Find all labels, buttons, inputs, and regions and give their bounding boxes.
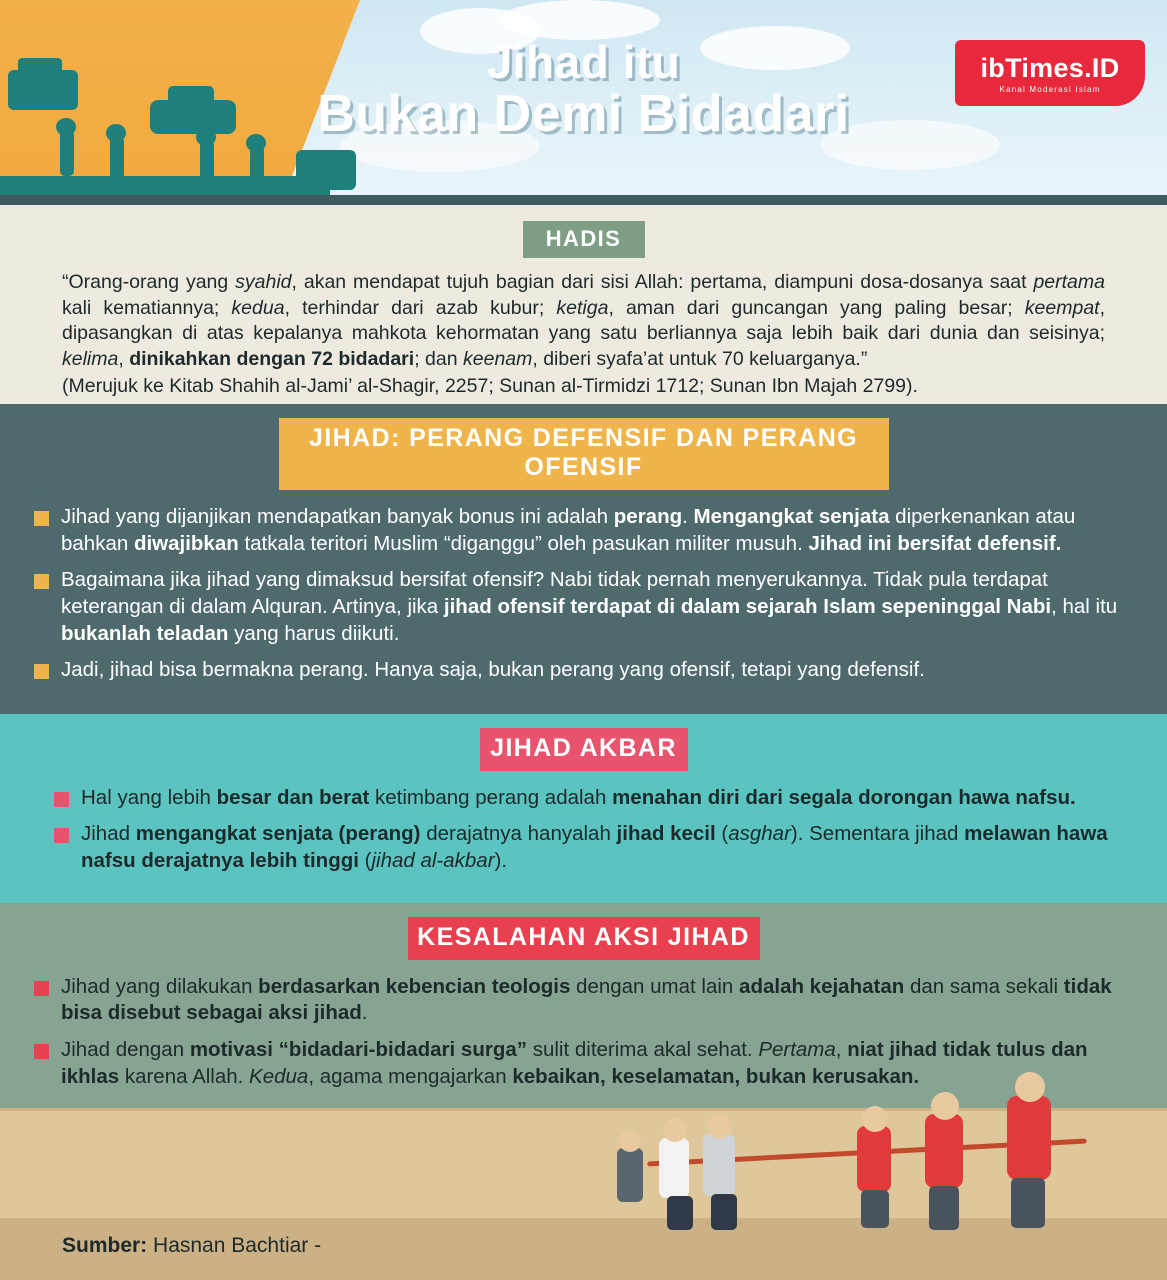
vehicle-silhouette <box>296 150 356 190</box>
section2-bullet-list <box>54 785 1113 875</box>
person-silhouette <box>659 1138 689 1198</box>
hadis-source: (Merujuk ke Kitab Shahih al-Jami’ al-Shagir, 2257; Sunan al-Tirmidzi 1712; Sunan Ibn Majah 2799). <box>62 374 918 397</box>
list-item-text: Jihad dengan motivasi “bidadari-bidadari surga” sulit diterima akal sehat. Pertama, niat jihad tidak tulus dan ikhlas karena Allah. Kedua, agama mengajarkan kebaikan, keselamatan, bukan kerusakan. <box>61 1037 1088 1088</box>
person-head <box>663 1118 687 1142</box>
section-jihad-defensif-ofensif <box>0 404 1167 714</box>
title-line-1: Jihad itu <box>486 36 681 88</box>
person-silhouette <box>857 1126 891 1192</box>
list-item-text: Jihad yang dilakukan berdasarkan kebencian teologis dengan umat lain adalah kejahatan dan sama sekali tidak bisa disebut sebagai aksi jihad. <box>61 974 1112 1025</box>
tug-of-war-illustration <box>607 1104 1127 1234</box>
hadis-heading: HADIS <box>523 221 645 258</box>
person-silhouette <box>703 1134 735 1196</box>
soldier-silhouette <box>110 136 124 180</box>
section-jihad-akbar <box>0 714 1167 903</box>
person-legs <box>1011 1178 1045 1228</box>
list-item-text: Jihad mengangkat senjata (perang) derajatnya hanyalah jihad kecil (asghar). Sementara jihad melawan hawa nafsu derajatnya lebih tinggi (jihad al-akbar). <box>81 822 1108 873</box>
list-item-text: Jadi, jihad bisa bermakna perang. Hanya saja, bukan perang yang ofensif, tetapi yang defensif. <box>61 658 925 682</box>
section-kesalahan-aksi-jihad <box>0 903 1167 1127</box>
bullet-square-icon <box>34 664 49 679</box>
bullet-square-icon <box>54 828 69 843</box>
list-item <box>34 504 1133 557</box>
source-value: Hasnan Bachtiar - <box>153 1234 322 1257</box>
source-line <box>62 1234 321 1258</box>
person-head <box>619 1130 641 1152</box>
person-legs <box>861 1190 889 1228</box>
section3-heading: KESALAHAN AKSI JIHAD <box>408 917 760 960</box>
person-head <box>931 1092 959 1120</box>
header-banner <box>0 0 1167 205</box>
bullet-square-icon <box>34 574 49 589</box>
footer-band <box>0 1108 1167 1280</box>
person-legs <box>711 1194 737 1230</box>
hadis-section <box>0 205 1167 404</box>
header-divider <box>0 195 1167 205</box>
hadis-body: “Orang-orang yang syahid, akan mendapat tujuh bagian dari sisi Allah: pertama, diampuni dosa-dosanya saat pertama kali kematiannya; kedua, terhindar dari azab kubur; ketiga, aman dari guncangan yang paling besar; keempat, dipasangkan di atas kepalanya mahkota kehormatan yang satu berliannya saja lebih baik dari dunia dan seisinya; kelima, dinikahkan dengan 72 bidadari; dan keenam, diberi syafa’at untuk 70 keluarganya.” <box>62 271 1106 371</box>
bullet-square-icon <box>54 792 69 807</box>
person-silhouette <box>925 1114 963 1188</box>
list-item <box>34 567 1133 647</box>
list-item <box>34 657 1133 684</box>
source-label: Sumber: <box>62 1234 148 1257</box>
logo-tagline: Kanal Moderasi Islam <box>999 84 1101 94</box>
person-head <box>707 1114 732 1139</box>
logo-main-text <box>980 53 1119 84</box>
ibtimes-logo[interactable] <box>955 40 1145 106</box>
cloud-shape <box>500 0 660 40</box>
section2-heading: JIHAD AKBAR <box>480 728 688 771</box>
bullet-square-icon <box>34 1044 49 1059</box>
title-line-2: Bukan Demi Bidadari <box>317 84 850 143</box>
bullet-square-icon <box>34 981 49 996</box>
list-item-text: Hal yang lebih besar dan berat ketimbang perang adalah menahan diri dari segala dorongan hawa nafsu. <box>81 785 1076 809</box>
list-item-text: Jihad yang dijanjikan mendapatkan banyak bonus ini adalah perang. Mengangkat senjata diperkenankan atau bahkan diwajibkan tatkala teritori Muslim “diganggu” oleh pasukan militer musuh. Jihad ini bersifat defensif. <box>61 504 1076 555</box>
section3-bullet-list <box>34 974 1133 1091</box>
person-legs <box>667 1196 693 1230</box>
logo-name: Times.ID <box>1005 52 1120 83</box>
list-item <box>54 785 1113 812</box>
list-item <box>34 974 1133 1027</box>
logo-prefix: ib <box>980 52 1006 83</box>
person-legs <box>929 1186 959 1230</box>
list-item <box>34 1037 1133 1090</box>
person-head <box>862 1106 888 1132</box>
person-silhouette <box>617 1148 643 1202</box>
section1-heading: JIHAD: PERANG DEFENSIF DAN PERANG OFENSIF <box>279 418 889 490</box>
section1-bullet-list <box>34 504 1133 684</box>
bullet-square-icon <box>34 511 49 526</box>
person-silhouette <box>1007 1096 1051 1180</box>
list-item-text: Bagaimana jika jihad yang dimaksud bersifat ofensif? Nabi tidak pernah menyerukannya. Tidak pula terdapat keterangan di dalam Alquran. Artinya, jika jihad ofensif terdapat di dalam sejarah Islam sepeninggal Nabi, hal itu bukanlah teladan yang harus diikuti. <box>61 568 1118 645</box>
list-item <box>54 821 1113 874</box>
person-head <box>1015 1072 1045 1102</box>
